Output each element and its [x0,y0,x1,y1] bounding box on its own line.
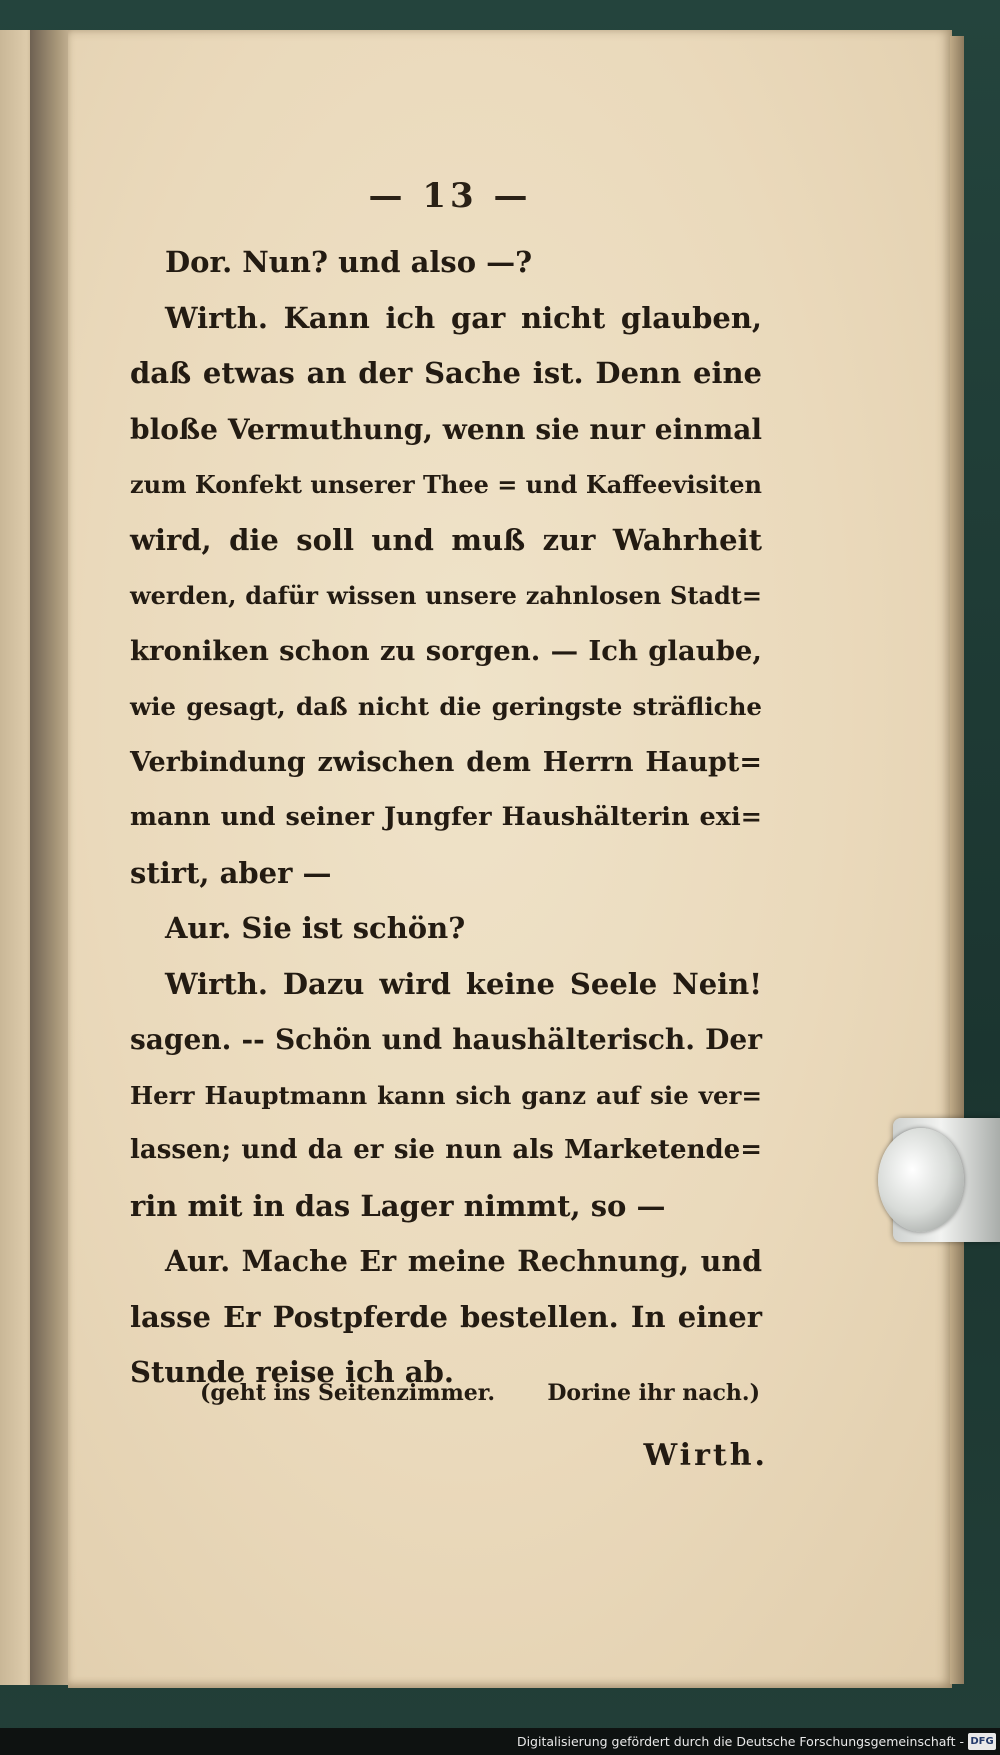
text-line: daß etwas an der Sache ist. Denn eine [130,356,762,390]
text-line: werden, dafür wissen unsere zahnlosen Stadt= [130,581,762,610]
text-line: Wirth. Dazu wird keine Seele Nein! [165,966,762,1001]
text-line: Herr Hauptmann kann sich ganz auf sie ver= [130,1080,762,1110]
footer-credit: Digitalisierung gefördert durch die Deutsche Forschungsgemeinschaft - [516,1734,964,1749]
text-line: Dor. Nun? und also —? [165,245,533,279]
text-line: mann und seiner Jungfer Haushälterin exi= [130,802,762,832]
text-line: lasse Er Postpferde bestellen. In einer [130,1299,762,1334]
catchword: Wirth. [643,1438,768,1473]
stage-direction [200,1380,760,1420]
page-edge [950,36,964,1684]
text-line: wie gesagt, daß nicht die geringste sträfliche [130,692,762,721]
text-line: rin mit in das Lager nimmt, so — [130,1188,666,1223]
text-line: lassen; und da er sie nun als Marketende= [130,1135,762,1165]
stage-direction-left: (geht ins Seitenzimmer. [200,1380,496,1406]
text-line: sagen. -- Schön und haushälterisch. Der [130,1023,762,1056]
page-number-header: — 13 — [368,176,532,216]
text-line: Verbindung zwischen dem Herrn Haupt= [130,746,762,778]
dfg-logo: DFG [968,1733,996,1750]
text-line: bloße Vermuthung, wenn sie nur einmal [130,412,762,446]
text-line: wird, die soll und muß zur Wahrheit [130,522,762,557]
text-line: kroniken schon zu sorgen. — Ich glaube, [130,634,762,667]
page-clip-knob [878,1128,964,1232]
stage-direction-right: Dorine ihr nach.) [547,1380,760,1406]
body-text [130,235,762,1401]
text-line: Stunde reise ich ab. [130,1355,454,1389]
text-line: stirt, aber — [130,855,332,890]
text-line: Aur. Mache Er meine Rechnung, und [165,1244,762,1278]
text-line: Wirth. Kann ich gar nicht glauben, [165,300,762,335]
text-line: Aur. Sie ist schön? [165,911,466,945]
text-line: zum Konfekt unserer Thee = und Kaffeevisiten [130,470,762,499]
